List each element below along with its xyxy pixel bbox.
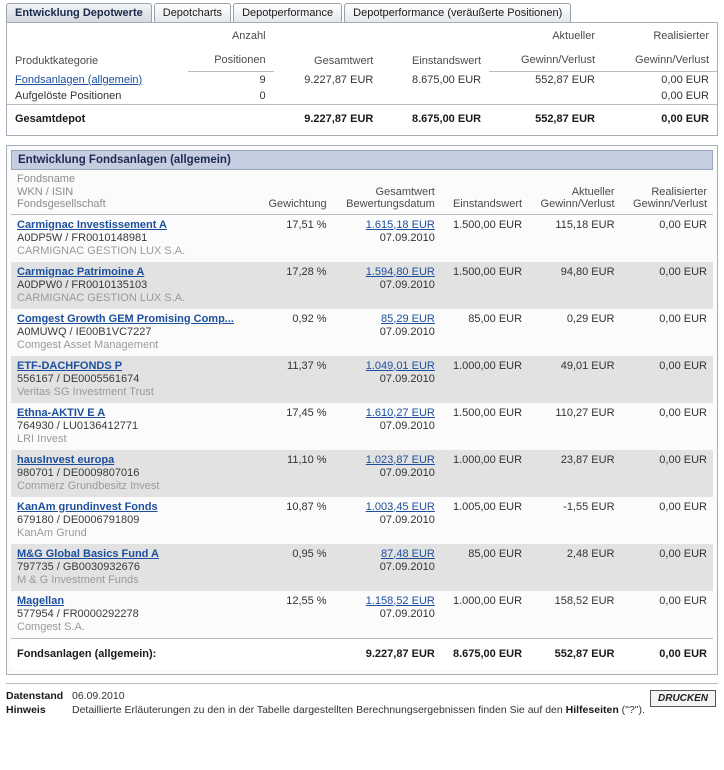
fund-value-link[interactable]: 1.049,01 EUR	[365, 359, 435, 372]
fund-name-cell	[11, 591, 257, 639]
datenstand-value: 06.09.2010	[72, 689, 125, 702]
fund-ids: A0DP5W / FR0010148981	[17, 231, 148, 244]
fund-name	[17, 454, 251, 467]
fund-name-link[interactable]: KanAm grundinvest Fonds	[17, 500, 158, 513]
fund-company: M & G Investment Funds	[17, 573, 139, 586]
fund-name	[17, 595, 251, 608]
fund-name	[17, 501, 251, 514]
fund-date: 07.09.2010	[379, 607, 435, 620]
fund-value-link[interactable]: 1.023,87 EUR	[365, 453, 435, 466]
fund-value-cell	[333, 214, 441, 262]
funds-panel	[6, 145, 718, 675]
hilfeseiten-link[interactable]: Hilfeseiten	[565, 703, 619, 716]
fund-date: 07.09.2010	[379, 419, 435, 432]
fund-ids: 764930 / LU0136412771	[17, 419, 139, 432]
fund-value-link[interactable]: 85,29 EUR	[381, 312, 435, 325]
fund-date: 07.09.2010	[379, 325, 435, 338]
fund-name-cell	[11, 309, 257, 356]
fund-cost: 1.000,00 EUR	[441, 450, 528, 497]
fund-company: LRI Invest	[17, 432, 67, 445]
fund-value-link[interactable]: 1.003,45 EUR	[365, 500, 435, 513]
footer	[6, 683, 718, 717]
col-einstandswert-label: Einstandswert	[452, 198, 523, 210]
fund-current: 158,52 EUR	[554, 594, 615, 607]
col-produktkategorie: Produktkategorie	[15, 54, 99, 67]
table-row	[11, 544, 713, 591]
fund-value-cell	[333, 309, 441, 356]
datenstand-label: Datenstand	[6, 689, 64, 702]
col-fondsname-line2: WKN / ISIN	[17, 185, 74, 198]
fund-date: 07.09.2010	[379, 278, 435, 291]
table-row	[11, 403, 713, 450]
summary-realized-cell: 0,00 EUR	[661, 90, 709, 102]
col-fondsname-line3: Fondsgesellschaft	[17, 198, 106, 210]
col-realisierter-gewinn-verlust	[621, 172, 713, 214]
subtotal-weight	[257, 638, 332, 670]
fund-name-cell	[11, 450, 257, 497]
footer-row-hinweis	[6, 703, 718, 717]
fund-weight: 10,87 %	[286, 500, 327, 513]
fund-cost: 1.500,00 EUR	[452, 406, 523, 419]
fund-value	[339, 595, 435, 608]
fund-name	[17, 219, 251, 232]
fund-value	[339, 266, 435, 279]
subtotal-value: 9.227,87 EUR	[333, 638, 441, 670]
fund-cost: 1.005,00 EUR	[452, 500, 523, 513]
col-realisierter-line1: Realisierter	[653, 30, 709, 42]
fund-ids: A0DPW0 / FR0010135103	[17, 278, 148, 291]
col-anzahl-line1: Anzahl	[231, 30, 266, 42]
hinweis-value	[68, 703, 718, 717]
hinweis-text-1: Detaillierte Erläuterungen zu den in der Tabelle dargestellten Berechnungsergebnissen finden Sie auf den	[72, 703, 566, 716]
summary-table	[7, 23, 717, 135]
fund-value-cell	[333, 262, 441, 309]
fund-weight: 17,45 %	[286, 406, 327, 419]
fund-current: 49,01 EUR	[528, 356, 620, 403]
fund-company: KanAm Grund	[17, 526, 87, 539]
fund-name-cell	[11, 262, 257, 309]
summary-panel	[6, 22, 718, 136]
fund-cost: 1.000,00 EUR	[441, 356, 528, 403]
fund-realized: 0,00 EUR	[621, 262, 713, 309]
fund-weight: 0,92 %	[292, 312, 327, 325]
fund-name-cell	[11, 214, 257, 262]
fund-name-link[interactable]: Magellan	[17, 594, 65, 607]
fund-name-cell	[11, 403, 257, 450]
col-positionen-line2: Positionen	[188, 47, 273, 72]
footer-table	[6, 689, 718, 717]
subtotal-current: 552,87 EUR	[528, 638, 620, 670]
fund-value	[339, 219, 435, 232]
fund-realized: 0,00 EUR	[621, 450, 713, 497]
table-row	[11, 356, 713, 403]
fund-value-cell	[333, 403, 441, 450]
fund-cost: 1.500,00 EUR	[441, 262, 528, 309]
fund-current: 2,48 EUR	[528, 544, 620, 591]
fund-name	[17, 407, 251, 420]
fund-current: 23,87 EUR	[528, 450, 620, 497]
fund-date: 07.09.2010	[379, 231, 435, 244]
tab-bar	[6, 0, 718, 22]
fund-name	[17, 360, 251, 373]
fund-value	[339, 313, 435, 326]
summary-current-cell: 552,87 EUR	[535, 74, 596, 86]
table-row	[11, 591, 713, 639]
col-aktueller-gewinn-verlust	[528, 172, 620, 214]
col-realisierter-line2: Gewinn/Verlust	[633, 198, 707, 210]
tab-depotcharts[interactable]	[154, 3, 231, 22]
col-aktueller-line1: Aktueller	[552, 30, 596, 42]
fund-value	[339, 360, 435, 373]
summary-total-realized: 0,00 EUR	[603, 105, 717, 136]
fund-value-cell	[333, 591, 441, 639]
fund-cost: 85,00 EUR	[468, 312, 523, 325]
col-einstandswert: Einstandswert	[412, 54, 482, 67]
tab-label: Entwicklung Depotwerte	[15, 7, 143, 19]
funds-table-head	[11, 172, 713, 214]
col-fondsname-line1: Fondsname	[17, 173, 76, 185]
col-realisierter-line1: Realisierter	[651, 185, 707, 198]
fund-date: 07.09.2010	[379, 466, 435, 479]
fund-ids: 980701 / DE0009807016	[17, 466, 140, 479]
fund-name	[17, 266, 251, 279]
table-row	[11, 214, 713, 262]
fund-value-cell	[333, 497, 441, 544]
fund-value	[339, 501, 435, 514]
fund-realized: 0,00 EUR	[659, 218, 707, 231]
summary-table-body	[7, 72, 717, 136]
fund-value	[339, 407, 435, 420]
fund-value	[339, 548, 435, 561]
fund-company: Commerz Grundbesitz Invest	[17, 479, 160, 492]
fund-weight: 11,10 %	[257, 450, 332, 497]
summary-total-cell: 9.227,87 EUR	[304, 73, 374, 86]
col-aktueller-line2: Gewinn/Verlust	[489, 47, 603, 72]
fund-cost: 1.500,00 EUR	[452, 218, 523, 231]
fund-name-cell	[11, 544, 257, 591]
fund-cost: 1.000,00 EUR	[452, 594, 523, 607]
fund-current: 115,18 EUR	[555, 218, 615, 231]
fund-value-cell	[333, 356, 441, 403]
fund-weight: 17,51 %	[286, 218, 327, 231]
summary-total-cost: 8.675,00 EUR	[381, 105, 489, 136]
fund-company: CARMIGNAC GESTION LUX S.A.	[17, 244, 186, 257]
fund-company: Comgest Asset Management	[17, 338, 159, 351]
print-button[interactable]: DRUCKEN	[650, 690, 716, 707]
fund-name-link[interactable]: Carmignac Investissement A	[17, 218, 167, 231]
section-title: Entwicklung Fondsanlagen (allgemein)	[11, 150, 713, 170]
col-gesamtwert-line2: Bewertungsdatum	[346, 198, 435, 210]
fund-date: 07.09.2010	[379, 513, 435, 526]
summary-cost-cell: 8.675,00 EUR	[411, 73, 482, 86]
fund-name-cell	[11, 356, 257, 403]
fund-date: 07.09.2010	[379, 560, 435, 573]
fund-name	[17, 313, 251, 326]
fund-current: 110,27 EUR	[555, 406, 615, 419]
summary-table-head	[7, 23, 717, 72]
col-gesamtwert-line1: Gesamtwert	[375, 185, 435, 198]
fund-ids: A0MUWQ / IE00B1VC7227	[17, 325, 152, 338]
summary-current-cell	[489, 88, 603, 105]
hinweis-text-2: ("?").	[618, 703, 645, 716]
table-row	[11, 262, 713, 309]
fund-realized: 0,00 EUR	[659, 500, 707, 513]
fund-name-link[interactable]: M&G Global Basics Fund A	[17, 547, 159, 560]
tab-depotperformance[interactable]	[233, 3, 342, 22]
fund-ids: 556167 / DE0005561674	[17, 372, 140, 385]
fund-value-cell	[333, 544, 441, 591]
table-row	[7, 72, 717, 89]
hinweis-label: Hinweis	[6, 703, 46, 716]
fund-company: Comgest S.A.	[17, 620, 85, 633]
fund-current: 94,80 EUR	[528, 262, 620, 309]
fund-ids: 797735 / GB0030932676	[17, 560, 140, 573]
summary-total-value: 9.227,87 EUR	[274, 105, 382, 136]
fund-name-link[interactable]: ETF-DACHFONDS P	[17, 359, 123, 372]
summary-count-cell: 0	[259, 90, 266, 102]
summary-category-cell	[7, 72, 188, 89]
fund-weight: 17,28 %	[257, 262, 332, 309]
col-gewichtung-label: Gewichtung	[268, 198, 327, 210]
fund-value	[339, 454, 435, 467]
link-fondsanlagen-allgemein[interactable]: Fondsanlagen (allgemein)	[15, 73, 143, 86]
table-row	[11, 309, 713, 356]
tab-label: Depotperformance (veräußerte Positionen)	[353, 7, 563, 19]
fund-name-link[interactable]: Carmignac Patrimoine A	[17, 265, 145, 278]
subtotal-realized: 0,00 EUR	[621, 638, 713, 670]
col-einstandswert	[441, 172, 528, 214]
fund-value-cell	[333, 450, 441, 497]
fund-weight: 12,55 %	[286, 594, 327, 607]
fund-name-link[interactable]: Ethna-AKTIV E A	[17, 406, 106, 419]
fund-current: 0,29 EUR	[566, 312, 615, 325]
footer-row-datenstand	[6, 689, 718, 703]
fund-name-cell	[11, 497, 257, 544]
col-fondsname	[11, 172, 257, 214]
col-aktueller-line1: Aktueller	[571, 185, 615, 198]
fund-value-link[interactable]: 87,48 EUR	[381, 547, 435, 560]
fund-weight: 0,95 %	[257, 544, 332, 591]
fund-realized: 0,00 EUR	[621, 356, 713, 403]
table-row	[7, 88, 717, 105]
fund-value-link[interactable]: 1.615,18 EUR	[365, 218, 435, 231]
subtotal-label: Fondsanlagen (allgemein):	[11, 638, 257, 670]
fund-current: -1,55 EUR	[563, 500, 615, 513]
tab-depotperformance-veraeusserte-positionen[interactable]	[344, 3, 571, 22]
fund-company: CARMIGNAC GESTION LUX S.A.	[17, 291, 186, 304]
summary-total-cell	[274, 88, 382, 105]
fund-name	[17, 548, 251, 561]
fund-company: Veritas SG Investment Trust	[17, 385, 154, 398]
fund-realized: 0,00 EUR	[621, 544, 713, 591]
table-row	[11, 450, 713, 497]
funds-table-body	[11, 214, 713, 670]
summary-category-cell: Aufgelöste Positionen	[15, 90, 122, 102]
fund-value-link[interactable]: 1.158,52 EUR	[365, 594, 435, 607]
fund-realized: 0,00 EUR	[659, 594, 707, 607]
summary-total-count	[188, 105, 273, 136]
subtotal-cost: 8.675,00 EUR	[441, 638, 528, 670]
fund-realized: 0,00 EUR	[659, 406, 707, 419]
col-gesamtwert	[333, 172, 441, 214]
tab-label: Depotperformance	[242, 7, 334, 19]
col-gewichtung	[257, 172, 332, 214]
tab-label: Depotcharts	[162, 7, 223, 19]
fund-date: 07.09.2010	[379, 372, 435, 385]
col-gesamtwert: Gesamtwert	[314, 54, 374, 67]
fund-cost: 85,00 EUR	[441, 544, 528, 591]
fund-ids: 577954 / FR0000292278	[17, 607, 139, 620]
funds-table	[11, 172, 713, 670]
fund-ids: 679180 / DE0006791809	[17, 513, 140, 526]
funds-subtotal-row	[11, 638, 713, 670]
table-row	[11, 497, 713, 544]
fund-name-link[interactable]: hausInvest europa	[17, 453, 115, 466]
fund-realized: 0,00 EUR	[659, 312, 707, 325]
summary-realized-cell: 0,00 EUR	[661, 74, 709, 86]
summary-count-cell: 9	[259, 74, 266, 86]
fund-value-link[interactable]: 1.594,80 EUR	[365, 265, 435, 278]
summary-total-row	[7, 105, 717, 136]
summary-cost-cell	[381, 88, 489, 105]
fund-value-link[interactable]: 1.610,27 EUR	[365, 406, 435, 419]
tab-entwicklung-depotwerte[interactable]	[6, 3, 152, 22]
fund-name-link[interactable]: Comgest Growth GEM Promising Comp...	[17, 312, 234, 325]
col-aktueller-line2: Gewinn/Verlust	[540, 198, 615, 210]
fund-weight: 11,37 %	[257, 356, 332, 403]
summary-total-current: 552,87 EUR	[489, 105, 603, 136]
col-realisierter-line2: Gewinn/Verlust	[603, 47, 717, 72]
summary-total-label: Gesamtdepot	[7, 105, 188, 136]
